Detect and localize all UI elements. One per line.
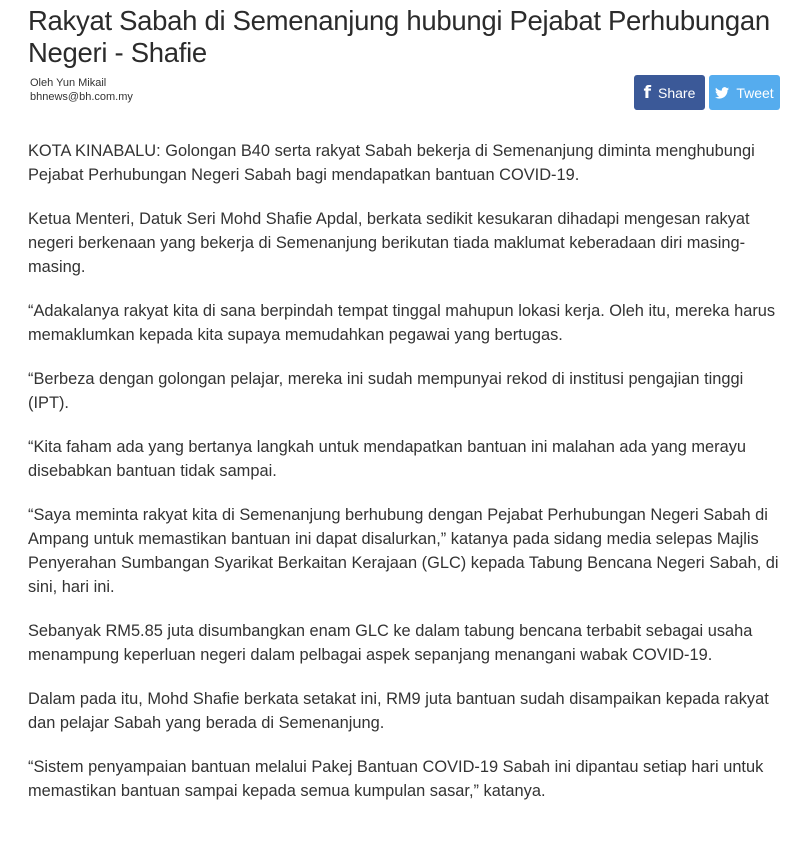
twitter-tweet-button[interactable] [709,75,780,110]
article [28,0,780,823]
article-headline: Rakyat Sabah di Semenanjung hubungi Pejabat Perhubungan Negeri - Shafie [28,5,770,68]
facebook-share-button[interactable] [634,75,705,110]
paragraph: Ketua Menteri, Datuk Seri Mohd Shafie Apdal, berkata sedikit kesukaran dihadapi mengesan rakyat negeri berkenaan yang bekerja di Semenanjung berikutan tiada maklumat keberadaan diri masing-masing. [28,210,750,276]
author-name: Oleh Yun Mikail [30,77,107,89]
author-email: bhnews@bh.com.my [30,91,133,103]
article-body [28,139,780,803]
paragraph: Sebanyak RM5.85 juta disumbangkan enam GLC ke dalam tabung bencana terbabit sebagai usaha menampung keperluan negeri dalam pelbagai aspek sepanjang menangani wabak COVID-19. [28,622,753,664]
facebook-icon: f [643,82,652,103]
paragraph: “Kita faham ada yang bertanya langkah untuk mendapatkan bantuan ini malahan ada yang merayu disebabkan bantuan tidak sampai. [28,438,747,480]
paragraph: “Adakalanya rakyat kita di sana berpindah tempat tinggal mahupun lokasi kerja. Oleh itu, mereka harus memaklumkan kepada kita supaya memudahkan pegawai yang bertugas. [28,302,776,344]
paragraph: “Berbeza dengan golongan pelajar, mereka ini sudah mempunyai rekod di institusi pengajian tinggi (IPT). [28,370,744,412]
paragraph: Dalam pada itu, Mohd Shafie berkata setakat ini, RM9 juta bantuan sudah disampaikan kepada rakyat dan pelajar Sabah yang berada di Semenanjung. [28,690,769,732]
twitter-tweet-label: Tweet [736,84,774,101]
byline [30,76,133,104]
share-buttons [634,75,780,110]
byline-row [28,69,780,139]
paragraph: KOTA KINABALU: Golongan B40 serta rakyat Sabah bekerja di Semenanjung diminta menghubungi Pejabat Perhubungan Negeri Sabah bagi mendapatkan bantuan COVID-19. [28,142,755,184]
paragraph: “Saya meminta rakyat kita di Semenanjung berhubung dengan Pejabat Perhubungan Negeri Sabah di Ampang untuk memastikan bantuan ini dapat disalurkan,” katanya pada sidang media selepas Majlis Penyerahan Sumbangan Syarikat Berkaitan Kerajaan (GLC) kepada Tabung Bencana Negeri Sabah, di sini, hari ini. [28,506,779,596]
paragraph: “Sistem penyampaian bantuan melalui Pakej Bantuan COVID-19 Sabah ini dipantau setiap hari untuk memastikan bantuan sampai kepada semua kumpulan sasar,” katanya. [28,758,764,800]
facebook-share-label: Share [658,84,696,101]
twitter-icon [715,87,729,99]
